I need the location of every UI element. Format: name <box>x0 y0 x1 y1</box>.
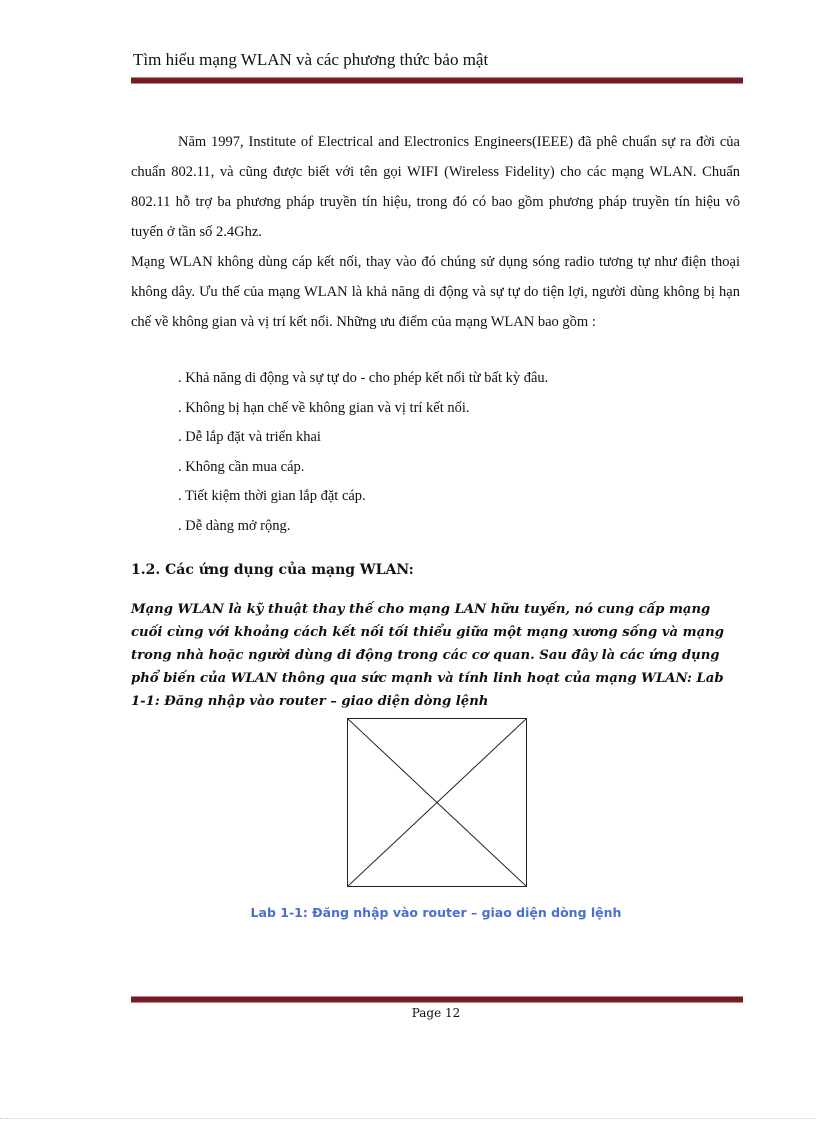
list-item: . Không cần mua cáp. <box>178 458 305 475</box>
list-item: . Không bị hạn chế về không gian và vị trí kết nối. <box>178 399 470 416</box>
page-number: Page 12 <box>411 1006 461 1020</box>
paragraph-intro: Năm 1997, Institute of Electrical and Electronics Engineers(IEEE) đã phê chuẩn sự ra đời của chuẩn 802.11, và cũng được biết với tên gọi WIFI (Wireless Fidelity) cho các mạng WLAN. Chuẩn 802.11 hỗ trợ ba phương pháp truyền tín hiệu, trong đó có bao gồm phương pháp truyền tín hiệu vô tuyến ở tần số 2.4Ghz. <box>131 134 740 240</box>
section-paragraph: Mạng WLAN là kỹ thuật thay thế cho mạng LAN hữu tuyến, nó cung cấp mạng cuối cùng với khoảng cách kết nối tối thiểu giữa một mạng xương sống và mạng trong nhà hoặc người dùng di động trong các cơ quan. Sau đây là các ứng dụng phổ biến của WLAN thông qua sức mạnh và tính linh hoạt của mạng WLAN: Lab 1-1: Đăng nhập vào router – giao diện dòng lệnh <box>131 602 724 709</box>
list-item: . Dễ lắp đặt và triển khai <box>178 429 321 445</box>
list-item: . Dễ dàng mở rộng. <box>178 517 291 534</box>
header-rule <box>131 77 743 84</box>
paragraph-advantages: Mạng WLAN không dùng cáp kết nối, thay vào đó chúng sử dụng sóng radio tương tự như điện thoại không dây. Ưu thế của mạng WLAN là khả năng di động và sự tự do tiện lợi, người dùng không bị hạn chế về không gian và vị trí kết nối. Những ưu điểm của mạng WLAN bao gồm : <box>131 254 740 330</box>
missing-image-icon <box>348 719 526 886</box>
advantages-list <box>178 364 548 541</box>
figure-caption: Lab 1-1: Đăng nhập vào router – giao diện dòng lệnh <box>250 905 622 920</box>
page-boundary <box>0 1118 816 1119</box>
list-item: . Khả năng di động và sự tự do - cho phép kết nối từ bất kỳ đâu. <box>178 370 549 386</box>
image-placeholder <box>347 718 527 887</box>
header-title: Tìm hiểu mạng WLAN và các phương thức bảo mật <box>133 50 489 69</box>
list-item: . Tiết kiệm thời gian lắp đặt cáp. <box>178 488 366 504</box>
footer-rule <box>131 996 743 1003</box>
section-heading: 1.2. Các ứng dụng của mạng WLAN: <box>131 562 414 578</box>
